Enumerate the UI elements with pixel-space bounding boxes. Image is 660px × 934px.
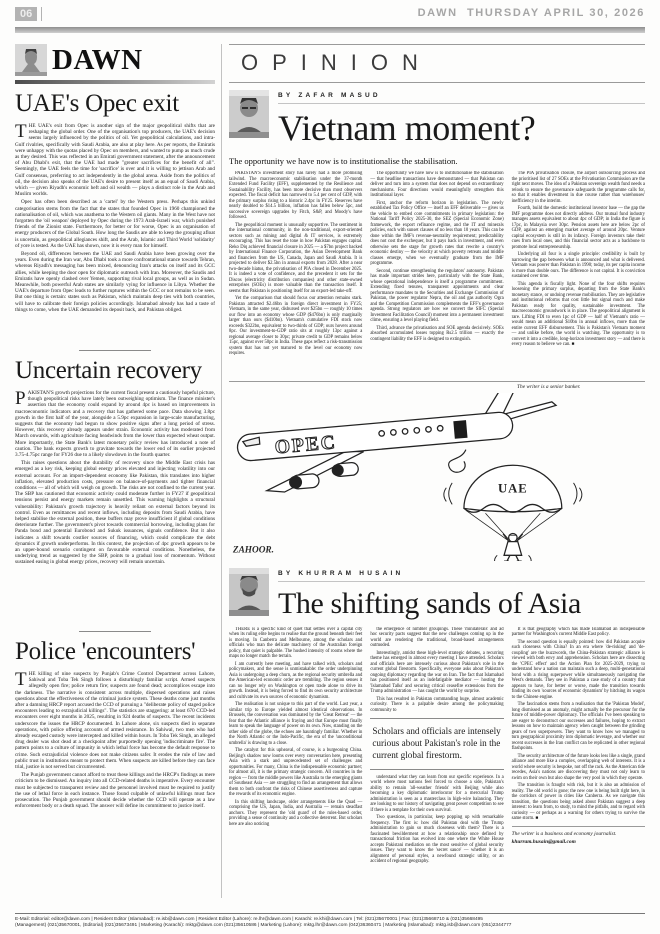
paragraph: Underlying all four is a single principle: credibility is built by narrowing the gap between what is announced and what is delivered. Vietnam was poorer than Pakistan in 1990; today, its per capita income is more than double ours. The difference is not capital. It is conviction sustained over time. [511, 252, 645, 279]
opinion-section [229, 42, 645, 898]
editorial-uncertain-recovery [15, 357, 215, 623]
article-title: UAE's Opec exit [15, 90, 179, 117]
paragraph: The PIA privatisation closure, the airport outsourcing process and the prioritised list of 27 SOEs at the Privatisation Commission are the right next moves. The idea of a Pakistan sovereign wealth fund needs a relook to ensure the governance safeguards the programme calls for, so that it enables divestment in due course rather than warehouses' inefficiency in the interim. [511, 171, 645, 204]
imprint-line: E-Mail: Editorial: editor@dawn.com | Resident Editor (Islamabad): re.isb@dawn.com | Resident Editor (Lahore): re.lhr@dawn.com | Karachi: re.khi@dawn.com | Tel: (021)35670001 | Fax: (021)35668710 & (021)35668495 [15, 916, 483, 922]
article-columns [229, 171, 645, 376]
dawn-masthead [15, 42, 215, 78]
page-number: 06 [15, 7, 37, 21]
editorial-cartoon [229, 393, 645, 561]
section-divider [79, 350, 151, 351]
imprint-line: (Management) (021)35670001, (Editorial) (021)35673491 | Marketing (Karachi): mktg@dawn.com (021)35610586 | Marketing (Lahore): mktg.lhr@dawn.com (042)36360471 | Marketing (Islamabad): mktg.isb@dawn.com (051)2344777 [15, 922, 512, 928]
article-body [15, 390, 215, 623]
dawn-logo-text: DAWN [52, 43, 143, 76]
paragraph: The transition is fraught with risk, but it is also an admission of reality. The old world is gone; the new one is being built right here, in the corridors of power in cities like Canberra. As we navigate this transition, the questions being asked about Pakistan suggest a deep interest: to learn from, to study, to mind the pitfalls, and to regard with curiosity — or perhaps as a warning for others trying to survive the same storm. ■ [511, 783, 645, 821]
paragraph: THERE is a specific kind of quiet that settles over a capital city when its ruling elite begins to realise that the ground beneath their feet is moving. In Canberra and Melbourne, among the scholars and officials who man the delicate machinery of the Australian foreign policy, that quiet is palpable. The hushed intensity of rooms where the maps no longer match the terrain. [229, 626, 363, 659]
header-rule [15, 27, 645, 33]
paragraph: This raises questions about the durability of recovery since the Middle East crisis has emerged as a key risk, keeping global energy prices elevated and injecting volatility into our external account. For an import-dependent economy like Pakistan, this translates into higher inflation, elevated production costs, pressure on balance-of-payments and tighter financial conditions — all of which will weigh on growth. The risks are not confined to the current year. The SBP has cautioned that economic activity could moderate further in FY27 if geopolitical tensions persist and energy markets remain unsettled. This warning highlights a structural vulnerability: Pakistan's growth trajectory is heavily reliant on external factors beyond its control. Even as remittances and recent inflows, including deposits from Saudi Arabia, have helped stabilise the external position, these buffers may prove insufficient if global conditions deteriorate further. The government's pivot towards commercial borrowing, including plans for Panda bond and potential Eurobond and Sukuk issuances, signals confidence. But it also indicates a shift towards costlier sources of financing, which could complicate the debt dynamics if growth underperforms. In this context, the projection of 4pc growth appears to be an upper-bound scenario contingent on favourable external conditions. Nonetheless, the underlying trend as suggested by the SBP, points to a gradual loss of momentum. Without sustained easing in global energy prices, recovery will remain uncertain. [15, 460, 215, 566]
paragraph: The second question is equally pointed: how did Pakistan acquire such closeness with China? In an era where 'de-risking' and 'de-coupling' are the buzzwords, the China-Pakistan strategic alliance is viewed with both envy and apprehension. Scholars here are dissecting the 'CPEC effect' and the Action Plan for 2025-2029, trying to understand how a nation can maintain such a deep, multi-generational bond with a rising superpower while simultaneously navigating the West's demands. They see in Pakistan a case study of a country that appears to have, for better or worse, made the transition towards finding its own 'sources of economic dynamism' by hitching its wagon to the Chinese engine. [511, 639, 645, 700]
byline: BY ZAFAR MASUD [278, 90, 645, 104]
article-title: Uncertain recovery [15, 357, 202, 384]
section-divider [79, 631, 151, 632]
masthead-rule [15, 80, 215, 84]
paragraph: The geopolitical moment is unusually supportive. The sentiment in the international community, in the non-traditional, export-oriented sectors such as mining and digital & IT services, is extremely encouraging. This has reset the tone in how Pakistan engages capital. Reko Diq achieved financial closure in 2025 — a $7bn project backed by International Finance Corporation, the Asian Development Bank and financiers from the US, Canada, Japan and Saudi Arabia. It is projected to deliver $2.5bn in annual exports from 2028. After a near two-decade hiatus, the privatisation of PIA closed in December 2025. It is indeed a vote of confidence, and the precedent it sets for the Discos (electricity distribution companies) and other state-owned enterprises (SOEs) is more valuable than the transaction itself. It seems that Pakistan is positioning itself for an export-led take-off. [229, 222, 363, 294]
writer-credit: The writer is a business and economy journalist. [511, 830, 617, 837]
uae-parachute-illustration [444, 465, 582, 561]
text-column [512, 171, 645, 376]
oped-title-shifting-sands: The shifting sands of Asia [278, 586, 581, 620]
section-title: OPINION [241, 50, 432, 75]
paragraph: Yet the comparison that should focus our attention remains stark. Pakistan attracted $2.46bn in foreign direct investment in FY25; Vietnam, in the same year, disbursed over $25bn — roughly 10 times our flow into an economy whose GDP ($476bn) is only marginally larger than ours ($410bn). Vietnam's cumulative FDI stock now exceeds $322bn, equivalent to two-thirds of GDP; ours hovers around 8pc. Our investment-to-GDP ratio sits at roughly 13pc against a regional average closer to 30pc; private credit to GDP remains below 15pc, against over 50pc in India. These gaps reflect a risk-transmission system that has not yet matured to the level our economy now requires. [229, 296, 363, 356]
paragraph: The catalyst for this upheaval, of course, is a burgeoning China. Beijing's shadow now looms over every conversation here, presenting Asia with a stark and unprecedented set of challenges and opportunities. For many, China is the indispensable economic partner; for almost all, it is the primary strategic concern. All countries in the region — from the middle powers like Australia to the emerging giants of Southeast Asia — are struggling to find an arrangement that allows them to both confront the risks of Chinese assertiveness and capture the rewards of its economic engine. [229, 748, 363, 797]
column-divider [221, 44, 222, 898]
paragraph: Interestingly, amidst these high-level strategic debates, a recurring theme has emerged in almost every meeting I have attended. Scholars and officials here are intensely curious about Pakistan's role in the current global firestorm. Specifically, everyone asks about Pakistan's ongoing diplomacy regarding the war on Iran. The fact that Islamabad has positioned itself as an indefatigable mediator — hosting the 'Islamabad Talks' and securing critical ceasefire extensions from the Trump administration — has caught the world by surprise. [370, 650, 504, 694]
footer-rule [15, 913, 645, 914]
paragraph: This has resulted in Pakistan commanding huge, almost academic curiosity. There is a palpable desire among the policymaking community to [370, 696, 504, 713]
text-column [370, 171, 503, 376]
article-body [15, 123, 215, 342]
lead-paragraph: PAKISTAN'S growth projections for the current fiscal present a cautiously hopeful picture, though geopolitical risks have lately been outweighing optimism. The finance minister's assertion that the economy could expand by around 4pc is based on improvements in macroeconomic indicators and a recovery that has gathered some pace. Data showing 3.8pc growth in the first half of the year, alongside a 5.9pc expansion in large-scale manufacturing, suggests that the economy had begun to show positive signs after a long period of stress. However, this recovery already appears under strain. Economic activity has moderated from March onwards, with agriculture facing headwinds from the lower than expected wheat output. More importantly, the State Bank's latest monetary policy review has introduced a note of caution. The bank expects growth to gravitate towards the lower end of its earlier projected 3.75-4.75pc range for FY26 due to a likely slowdown in the fourth quarter. [15, 390, 215, 459]
paragraph: Opec has often been described as a 'cartel' by the Western press. Perhaps this unkind categorisation stems from the fact that the states that founded Opec in 1960 championed the nationalisation of oil, which was anathema to the Western oil giants. Many in the West have not forgotten the 'oil weapon' deployed by Opec during the 1973 Arab-Israeli war, which punished friends of the Zionist state. Furthermore, for better or for worse, Opec is an organisation of energy producers of the Global South. How long the Saudis are able to keep the grouping afloat is uncertain, as geopolitical allegiances shift, and the Arab, Islamic and Third World 'solidarity' of yore is tested. As the UAE has shown, now it is every man for himself. [15, 199, 215, 249]
standfirst: The opportunity we have now is to institutionalise the stabilisation. [229, 156, 458, 166]
paragraph: This agenda is fiscally light. None of the four shifts requires loosening the primary surplus, departing from the State Bank's monetary stance, or undoing revenue mobilisation. They are legislative and institutional reforms that cost little but signal much and make Pakistan ready for quality, sustainable investment. The macroeconomic groundwork is in place. The geopolitical alignment is rare. Lifting FDI to even 1pc of GDP — half of Vietnam's ratio — would mean an additional $10bn in annual inflows, more than the entire current EFF disbursement. This is Pakistan's Vietnam moment — and unlike before, the world is watching. The opportunity is to convert it into a credible, long-horizon investment story — and there is every reason to believe we can. ■ [511, 281, 645, 347]
byline-block-khurram-husain [229, 568, 645, 621]
article-title: Police 'encounters' [15, 638, 196, 665]
writer-credit-block [512, 826, 645, 846]
text-column [229, 171, 362, 376]
writer-email: khurram.husain@gmail.com [511, 839, 576, 845]
paragraph: The fascination stems from a realisation that the 'Pakistan Model', long dismissed as an anomaly, might actually be the precursor for the future of middle-power diplomacy. The officials I've been speaking to are eager to deconstruct our successes and failures, hoping to extract lessons on how to maintain agency when caught between the grinding gears of two superpowers. They want to know how we managed to turn geographical proximity into diplomatic leverage, and whether our recent successes in the Iran conflict can be replicated in other regional flashpoints. [511, 702, 645, 751]
paragraph: the emergence of nimbler groupings. These 'minilaterals' and ad hoc security pacts suggest that the new challenges coming up in the world are rendering the traditional, broad-based arrangements outmoded. [370, 626, 504, 648]
opinion-header [229, 44, 645, 83]
static-line [449, 449, 466, 472]
editorial-police-encounters [15, 638, 215, 867]
quaid-portrait-image [15, 44, 47, 76]
paragraph: Third, advance the privatisation and SOE agenda decisively. SOEs absorbed accumulated losses topping Rs2.5 trillion — exactly the contingent liability the EFF is designed to extinguish. [370, 325, 504, 342]
editorial-uae-opec-exit [15, 90, 215, 342]
paragraph: First, anchor the reform horizon in legislation. The newly established Tax Policy Office — itself an EFF deliverable — gives us the vehicle to embed core commitments in primary legislation: the National Tariff Policy 2025-30, the SEZ (Special Economic Zone) framework, the export refinance regime, and the IT and minerals policies, each with sunset clauses of no less than 10 years. This can be done within the IMF's revenue-neutrality requirement; predictability does not cost the exchequer, but it pays back in investment, and even otherwise sets the stage for growth rates that rewrite a country's economic destiny — the velocity at which poverty retreats and middle classes emerge, when we eventually graduate from the IMF programme. [370, 200, 504, 266]
article-body [15, 671, 215, 867]
paragraph: The realisation is not unique to this part of the world. Last year, a similar trip to Europe yielded almost identical observations. In Brussels, the conversation was dominated by the 'Great Retreat' — the fear that the Atlantic alliance is fraying and that Europe must finally learn to speak the language of power on its own. Now, standing on the other side of the globe, the echoes are hauntingly familiar. Whether in the North Atlantic or the Indo-Pacific, the era of the 'unconditional umbrella' is drawing to a close. [229, 702, 363, 746]
paragraph: The security architecture of the future looks less like a single, grand alliance and more like a complex, overlapping web of interests. It is a world where security is bespoke, not off the rack. As the American tide recedes, Asia's nations are discovering they must not only learn to swim on their own but also shape the very pool in which they operate. [511, 753, 645, 781]
oped-title-vietnam-moment: Vietnam moment? [278, 108, 536, 148]
paragraph: Second, continue strengthening the regulators' autonomy. Pakistan has made important strides here, particularly with the State Bank, whose operational independence is itself a programme commitment. Extending fixed tenures, transparent appointments and clear performance mandates to the Securities and Exchange Commission of Pakistan, the power regulator Nepra, the oil and gas authority Ogra and the Competition Commission complements the EFF's governance agenda. Strong regulators are how we convert the SIFC (Special Investment Facilitation Council) moment into a permanent investment clime, ensuring a level playing field. [370, 268, 504, 323]
byline: BY KHURRAM HUSAIN [278, 568, 645, 582]
lead-paragraph: THE killing of nine suspects by Punjab's Crime Control Department across Lahore, Sahiwal and Toba Tek Singh follows a disturbingly familiar script. Armed suspects allegedly open fire; police return fire; suspects are found dead; accomplices escape into the darkness. The narrative is consistent across multiple, dispersed operations and raises questions about the effectiveness of the criminal justice system. These deaths come just months after a damning HRCP report accused the CCD of pursuing a "deliberate policy of staged police encounters leading to extrajudicial killings". The statistics are staggering: at least 670 CCD-led encounters over eight months in 2025, resulting in 924 deaths of suspects. The recent incidents underscore the issues the HRCP documented. In Lahore alone, six suspects died in separate operations, with police offering accounts of armed resistance. In Sahiwal, two men who had already escaped custody were intercepted and killed within hours. In Toba Tek Singh, an alleged drug dealer was shot dead at a checkpoint after purportedly opening 'indiscriminate fire'. The pattern points to a culture of impunity in which lethal force has become the default response to crime. Such extrajudicial violence does not make citizens safer. It erodes the rule of law and public trust in institutions meant to protect them. When suspects are killed before they can face trial, justice is not served but circumvented. [15, 671, 215, 771]
imprint-footer [15, 913, 645, 929]
writer-credit: The writer is a senior banker. [517, 384, 581, 390]
plane-label: OPEC [273, 431, 338, 459]
paragraph: The opportunity we have now is to institutionalise the stabilisation — that headline transactions have demonstrated — that Pakistan can deliver and turn into a system that does not depend on extraordinary mechanisms. Four directions would meaningfully strengthen this institutional layer. [370, 171, 504, 198]
text-column [512, 627, 645, 865]
paragraph: Beyond oil, differences between the UAE and Saudi Arabia have been growing over the years. Even during the Iran war, Abu Dhabi took a more confrontational stance towards Tehran, whereas Riyadh's messaging has been mixed, denouncing Iran's attacks on itself and its GCC allies, while keeping the door open for diplomatic outreach with Iran. Moreover, the Saudis and Emiratis have openly clashed over Yemen, supporting rival local groups, as well as in Sudan. Meanwhile, both powerful Arab states are similarly vying for influence in Libya. Whether the UAE's departure from Opec leads to further ruptures within the GCC or not remains to be seen. But one thing is certain: states such as Pakistan, which maintain deep ties with both countries, will have to calibrate their foreign policies accordingly. Islamabad already has had a taste of things to come, when the UAE demanded its deposit back, and Pakistan obliged. [15, 251, 215, 313]
paragraph: Fourth, build the domestic institutional investor base — the gap the IMF programme does not directly address. Our mutual fund industry manages assets equivalent to about 4pc of GDP; in India the figure is 17pc, in Malaysia over 30pc. Pension assets here are below 2pc of GDP, against an emerging market average of around 20pc. Venture capital ecosystem is still in its infancy. Foreign investors take their cues from local ones, and this financial sector acts as a backbone to promote local entrepreneurship. [511, 206, 645, 250]
editorial-column [15, 42, 215, 898]
pull-quote: Scholars and officials are intensely curious about Pakistan's role in the current global firestorm. [370, 718, 503, 770]
drop-cap: T [15, 671, 27, 690]
page-number-divider [41, 7, 42, 21]
lead-paragraph: THE UAE's exit from Opec is another sign of the major geopolitical shifts that are reshaping the global order. One of the organisation's top producers, the UAE's decision seems largely influenced by the politics of oil. Yet geopolitical calculations, and intra-Gulf rivalries, specifically with Saudi Arabia, are also at play here. As per reports, the Emiratis were unhappy with the quotas placed by Opec on members, and wanted to pump as much crude as they desired. This was reflected in an Emirati government statement, after the announcement of Abu Dhabi's exit, that the UAE had made "greater sacrifices for the benefit of all". Seemingly, the UAE feels the time for 'sacrifice' is over and it is willing to jettison Arab and Gulf consensus, preferring to act independently in the global arena. Aside from the politics of oil, the decision also speaks of the UAE's desire to present itself as an equal of Saudi Arabia, which — given Riyadh's economic heft and oil wealth — plays a distinct role in the Arab and Muslim worlds. [15, 123, 215, 198]
byline-block-zafar-masud [229, 90, 645, 149]
article-columns [229, 627, 645, 865]
drop-cap: P [15, 390, 26, 409]
page-header [15, 7, 645, 24]
cartoonist-signature: ZAHOOR. [232, 544, 274, 555]
paragraph: In this shifting landscape, older arrangements like the Quad — comprising the US, Japan, India, and Australia — remain steadfast anchors. They represent the 'old guard' of the rules-based order, providing a sense of continuity and a collective deterrent. But scholars here are also noticing [229, 799, 363, 827]
drop-cap: T [15, 123, 27, 142]
paragraph: PAKISTAN'S investment story has rarely had a more promising tailwind. The macroeconomic stabilisation under the 37-month Extended Fund Facility (EFF), supplemented by the Resilience and Sustainability Facility, has been more decisive than most observers expected. The fiscal deficit has narrowed to 5.4 per cent of GDP, with the primary surplus rising to a historic 2.4pc in FY25. Reserves have nearly doubled to $14.5 billion, inflation has fallen below 5pc, and successive sovereign upgrades by Fitch, S&P, and Moody's have followed. [229, 171, 363, 220]
text-column [370, 627, 503, 865]
author-photo-khurram-husain [229, 568, 269, 616]
dateline: DAWN THURSDAY APRIL 30, 2026 [417, 7, 645, 19]
article-end-rule [229, 381, 645, 391]
paragraph: It is that geography which has made Islamabad an indispensable partner for Washington's current Middle East policy. [511, 626, 645, 637]
paragraph: I am currently here meeting, and have talked with, scholars and policymakers, and the sense is unmistakable: the order underpinning Asia is undergoing a deep churn, as the regional security umbrella and the American-led economic order are trembling. The region senses it can no longer rely on Washington or open trade alone to drive its growth. Instead, it is being forced to find its own security architecture and cultivate its own sources of economic dynamism. [229, 661, 363, 700]
author-photo-zafar-masud [229, 90, 269, 138]
paragraph: understand what they can learn from our specific experience. In a world where most nations feel forced to choose a side, Pakistan's ability to remain 'all-weather friends' with Beijing while also becoming a key diplomatic interlocutor for a mercurial Trump administration is seen as a masterclass in high-wire balancing. They are looking to our history of navigating great power competition to see if there is a template for their own survival. [370, 774, 504, 813]
parachute-label: UAE [497, 481, 528, 496]
paragraph: Two questions, in particular, keep popping up with remarkable frequency. The first is: how did Pakistan deal with the Trump administration to gain so much closeness with them? There is a fascinated bewilderment at how a relationship once defined by transactional friction has evolved into one where the White House accepts Pakistani mediation on the most sensitive of global security issues. They want to know the 'secret sauce' — whether it is an alignment of personal styles, a newfound strategic utility, or an accident of regional geography. [370, 815, 504, 865]
paragraph: The Punjab government cannot afford to treat these killings and the HRCP's findings as mere criticism to be dismissed. An inquiry into all CCD-related deaths is imperative. Every encounter must be subjected to transparent review and the personnel involved must be required to justify the use of lethal force in each instance. Those found culpable of unlawful killings must face prosecution. The Punjab government should decide whether the CCD will operate as a law enforcement body or a death squad. The answer will define its commitment to justice itself. [15, 772, 215, 810]
text-column [229, 627, 362, 865]
